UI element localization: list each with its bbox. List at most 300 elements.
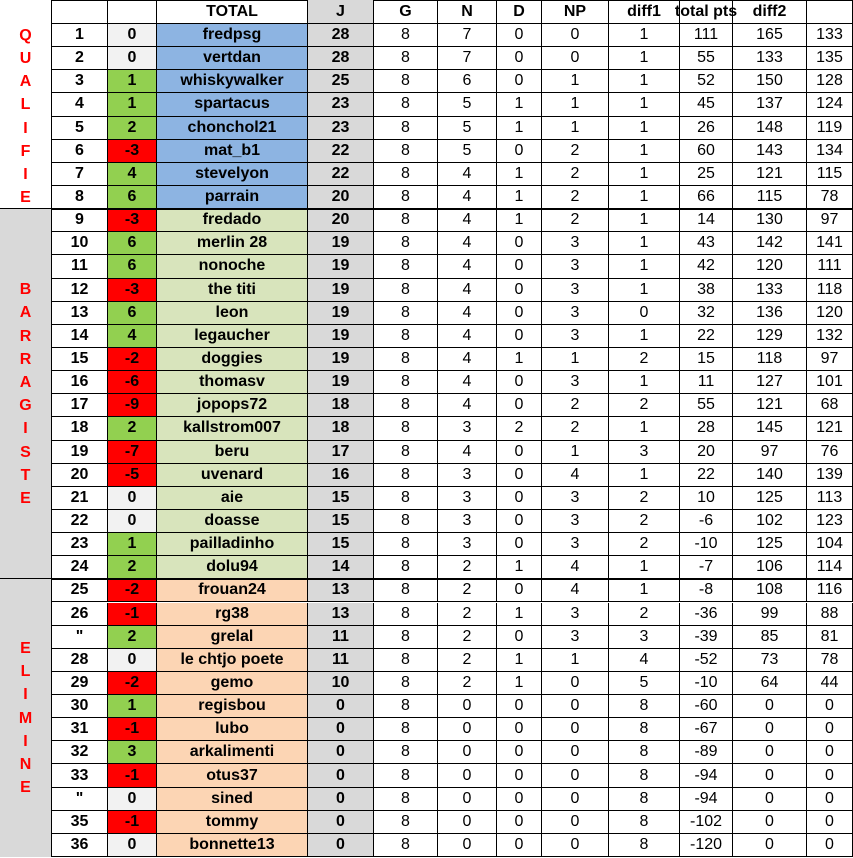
np-cell: 1 xyxy=(609,279,680,302)
diff2-cell: 111 xyxy=(807,255,853,278)
played-cell: 8 xyxy=(374,718,438,741)
won-cell: 7 xyxy=(438,47,497,70)
delta-cell: 2 xyxy=(108,417,157,440)
rank-cell: 24 xyxy=(52,556,108,579)
played-cell: 8 xyxy=(374,279,438,302)
lost-cell: 4 xyxy=(542,579,609,602)
np-cell: 8 xyxy=(609,834,680,857)
played-cell: 8 xyxy=(374,626,438,649)
np-cell: 1 xyxy=(609,417,680,440)
diff2-cell: 97 xyxy=(807,348,853,371)
diff1-cell: 20 xyxy=(680,441,733,464)
group-letter: R xyxy=(19,327,32,345)
lost-cell: 0 xyxy=(542,47,609,70)
diff2-header xyxy=(807,0,853,24)
diff1-cell: -67 xyxy=(680,718,733,741)
rank-cell: 11 xyxy=(52,255,108,278)
total-pts-cell: 73 xyxy=(733,649,807,672)
np-cell: 1 xyxy=(609,255,680,278)
draw-cell: 1 xyxy=(497,672,542,695)
diff1-cell: -39 xyxy=(680,626,733,649)
delta-cell: 1 xyxy=(108,533,157,556)
player-name-cell: le chtjo poete xyxy=(157,649,308,672)
draw-cell: 1 xyxy=(497,186,542,209)
total-cell: 11 xyxy=(308,649,374,672)
group-letter: E xyxy=(20,490,31,508)
rank-cell: 33 xyxy=(52,764,108,787)
won-cell: 3 xyxy=(438,510,497,533)
played-cell: 8 xyxy=(374,93,438,116)
total-pts-cell: 143 xyxy=(733,140,807,163)
played-cell: 8 xyxy=(374,672,438,695)
lost-cell: 3 xyxy=(542,510,609,533)
total-header: J xyxy=(308,0,374,24)
player-name-cell: pailladinho xyxy=(157,533,308,556)
lost-cell: 0 xyxy=(542,741,609,764)
won-cell: 2 xyxy=(438,649,497,672)
won-cell: 3 xyxy=(438,487,497,510)
draw-cell: 0 xyxy=(497,70,542,93)
total-cell: 28 xyxy=(308,47,374,70)
player-name-cell: rg38 xyxy=(157,603,308,626)
diff1-cell: 14 xyxy=(680,209,733,232)
won-cell: 2 xyxy=(438,672,497,695)
lost-cell: 0 xyxy=(542,718,609,741)
played-cell: 8 xyxy=(374,163,438,186)
diff2-cell: 88 xyxy=(807,603,853,626)
lost-cell: 3 xyxy=(542,371,609,394)
group-letter: I xyxy=(23,119,28,137)
player-name-cell: the titi xyxy=(157,279,308,302)
group-label-barragiste xyxy=(0,209,52,579)
diff1-cell: -94 xyxy=(680,788,733,811)
lost-cell: 3 xyxy=(542,603,609,626)
total-cell: 19 xyxy=(308,279,374,302)
delta-cell: -5 xyxy=(108,464,157,487)
name-header: TOTAL xyxy=(157,0,308,24)
delta-cell: 1 xyxy=(108,70,157,93)
rank-cell: " xyxy=(52,626,108,649)
draw-cell: 1 xyxy=(497,348,542,371)
group-letter: E xyxy=(20,189,31,207)
total-cell: 0 xyxy=(308,811,374,834)
np-cell: 4 xyxy=(609,649,680,672)
lost-cell: 2 xyxy=(542,163,609,186)
played-cell: 8 xyxy=(374,417,438,440)
draw-cell: 0 xyxy=(497,302,542,325)
rank-cell: 19 xyxy=(52,441,108,464)
delta-cell: -3 xyxy=(108,279,157,302)
diff2-cell: 139 xyxy=(807,464,853,487)
player-name-cell: chonchol21 xyxy=(157,117,308,140)
np-cell: 8 xyxy=(609,764,680,787)
won-cell: 0 xyxy=(438,764,497,787)
diff2-cell: 78 xyxy=(807,186,853,209)
group-letter: E xyxy=(20,639,31,657)
np-cell: 1 xyxy=(609,371,680,394)
total-pts-cell: 165 xyxy=(733,24,807,47)
lost-cell: 3 xyxy=(542,255,609,278)
diff2-cell: 120 xyxy=(807,302,853,325)
group-letter: Q xyxy=(19,26,32,44)
rank-cell: 2 xyxy=(52,47,108,70)
player-name-cell: otus37 xyxy=(157,764,308,787)
diff1-cell: -36 xyxy=(680,603,733,626)
np-cell: 1 xyxy=(609,140,680,163)
diff2-cell: 115 xyxy=(807,163,853,186)
delta-cell: 6 xyxy=(108,232,157,255)
played-cell: 8 xyxy=(374,441,438,464)
won-cell: 2 xyxy=(438,556,497,579)
played-cell: 8 xyxy=(374,741,438,764)
total-cell: 23 xyxy=(308,93,374,116)
diff1-cell: 38 xyxy=(680,279,733,302)
rank-cell: 17 xyxy=(52,394,108,417)
draw-cell: 1 xyxy=(497,117,542,140)
total-cell: 23 xyxy=(308,117,374,140)
diff2-cell: 68 xyxy=(807,394,853,417)
draw-cell: 0 xyxy=(497,510,542,533)
total-pts-cell: 118 xyxy=(733,348,807,371)
draw-cell: 0 xyxy=(497,741,542,764)
total-pts-cell: 121 xyxy=(733,163,807,186)
delta-cell: 2 xyxy=(108,117,157,140)
delta-cell: -2 xyxy=(108,672,157,695)
lost-cell: 1 xyxy=(542,70,609,93)
lost-cell: 0 xyxy=(542,811,609,834)
played-cell: 8 xyxy=(374,140,438,163)
draw-cell: 0 xyxy=(497,626,542,649)
diff1-cell: -7 xyxy=(680,556,733,579)
group-letter: R xyxy=(19,350,32,368)
diff1-cell: -60 xyxy=(680,695,733,718)
player-name-cell: nonoche xyxy=(157,255,308,278)
total-pts-cell: 129 xyxy=(733,325,807,348)
diff2-cell: 134 xyxy=(807,140,853,163)
np-cell: 1 xyxy=(609,556,680,579)
group-letter: A xyxy=(19,73,32,91)
diff1-cell: -6 xyxy=(680,510,733,533)
won-cell: 2 xyxy=(438,626,497,649)
diff1-cell: -94 xyxy=(680,764,733,787)
draw-cell: 0 xyxy=(497,394,542,417)
rank-cell: 25 xyxy=(52,579,108,602)
total-pts-cell: 108 xyxy=(733,579,807,602)
lost-cell: 1 xyxy=(542,93,609,116)
group-letter: A xyxy=(19,374,32,392)
won-cell: 3 xyxy=(438,464,497,487)
won-cell: 2 xyxy=(438,579,497,602)
diff1-cell: 22 xyxy=(680,464,733,487)
draw-cell: 1 xyxy=(497,163,542,186)
total-pts-cell: 148 xyxy=(733,117,807,140)
diff1-cell: 52 xyxy=(680,70,733,93)
diff2-cell: 124 xyxy=(807,93,853,116)
player-name-cell: spartacus xyxy=(157,93,308,116)
draw-cell: 0 xyxy=(497,579,542,602)
np-cell: 1 xyxy=(609,70,680,93)
player-name-cell: regisbou xyxy=(157,695,308,718)
played-cell: 8 xyxy=(374,579,438,602)
total-pts-cell: 145 xyxy=(733,417,807,440)
total-cell: 18 xyxy=(308,417,374,440)
group-letter: T xyxy=(20,466,31,484)
draw-cell: 0 xyxy=(497,24,542,47)
player-name-cell: arkalimenti xyxy=(157,741,308,764)
player-name-cell: doasse xyxy=(157,510,308,533)
total-pts-cell: 97 xyxy=(733,441,807,464)
diff2-cell: 0 xyxy=(807,718,853,741)
total-cell: 0 xyxy=(308,834,374,857)
delta-cell: -1 xyxy=(108,718,157,741)
group-letter: U xyxy=(19,49,32,67)
total-pts-cell: 106 xyxy=(733,556,807,579)
group-letter: I xyxy=(23,165,28,183)
diff2-cell: 0 xyxy=(807,741,853,764)
diff1-cell: 66 xyxy=(680,186,733,209)
diff2-cell: 0 xyxy=(807,788,853,811)
total-cell: 13 xyxy=(308,579,374,602)
diff1-cell: 111 xyxy=(680,24,733,47)
corner-cell xyxy=(0,0,52,24)
total-pts-cell: 0 xyxy=(733,741,807,764)
won-cell: 4 xyxy=(438,209,497,232)
group-letter: G xyxy=(19,397,32,415)
total-cell: 22 xyxy=(308,140,374,163)
rank-cell: 18 xyxy=(52,417,108,440)
lost-cell: 4 xyxy=(542,556,609,579)
diff2-cell: 121 xyxy=(807,417,853,440)
rank-cell: 14 xyxy=(52,325,108,348)
player-name-cell: uvenard xyxy=(157,464,308,487)
played-cell: 8 xyxy=(374,47,438,70)
total-cell: 0 xyxy=(308,764,374,787)
player-name-cell: thomasv xyxy=(157,371,308,394)
player-name-cell: beru xyxy=(157,441,308,464)
group-letter: L xyxy=(20,96,31,114)
group-letter: N xyxy=(19,756,32,773)
diff2-cell: 135 xyxy=(807,47,853,70)
played-cell: 8 xyxy=(374,70,438,93)
total-cell: 28 xyxy=(308,24,374,47)
rank-cell: 8 xyxy=(52,186,108,209)
np-cell: 3 xyxy=(609,441,680,464)
np-cell: 1 xyxy=(609,209,680,232)
delta-cell: 1 xyxy=(108,93,157,116)
diff2-cell: 123 xyxy=(807,510,853,533)
diff1-cell: 28 xyxy=(680,417,733,440)
played-cell: 8 xyxy=(374,255,438,278)
player-name-cell: mat_b1 xyxy=(157,140,308,163)
played-cell: 8 xyxy=(374,302,438,325)
played-cell: 8 xyxy=(374,788,438,811)
player-name-cell: fredpsg xyxy=(157,24,308,47)
played-cell: 8 xyxy=(374,371,438,394)
rank-cell: 1 xyxy=(52,24,108,47)
delta-cell: 1 xyxy=(108,695,157,718)
played-cell: 8 xyxy=(374,117,438,140)
delta-cell: 0 xyxy=(108,649,157,672)
draw-cell: 0 xyxy=(497,788,542,811)
won-cell: 0 xyxy=(438,718,497,741)
total-cell: 0 xyxy=(308,741,374,764)
total-cell: 19 xyxy=(308,325,374,348)
np-header: diff1 xyxy=(609,0,680,24)
diff1-cell: -8 xyxy=(680,579,733,602)
total-cell: 13 xyxy=(308,603,374,626)
diff2-cell: 141 xyxy=(807,232,853,255)
rank-cell: 10 xyxy=(52,232,108,255)
draw-cell: 1 xyxy=(497,649,542,672)
lost-cell: 1 xyxy=(542,441,609,464)
draw-cell: 2 xyxy=(497,417,542,440)
rank-cell: 9 xyxy=(52,209,108,232)
delta-header xyxy=(108,0,157,24)
won-cell: 6 xyxy=(438,70,497,93)
won-cell: 2 xyxy=(438,603,497,626)
delta-cell: -1 xyxy=(108,603,157,626)
delta-cell: -9 xyxy=(108,394,157,417)
diff1-cell: -10 xyxy=(680,533,733,556)
player-name-cell: vertdan xyxy=(157,47,308,70)
won-cell: 4 xyxy=(438,325,497,348)
diff2-cell: 0 xyxy=(807,834,853,857)
lost-cell: 1 xyxy=(542,649,609,672)
diff1-cell: 45 xyxy=(680,93,733,116)
draw-cell: 0 xyxy=(497,325,542,348)
diff2-cell: 0 xyxy=(807,811,853,834)
played-cell: 8 xyxy=(374,764,438,787)
lost-cell: 3 xyxy=(542,302,609,325)
delta-cell: -1 xyxy=(108,764,157,787)
group-letter: E xyxy=(20,779,31,797)
total-cell: 16 xyxy=(308,464,374,487)
diff1-cell: -120 xyxy=(680,834,733,857)
rank-cell: " xyxy=(52,788,108,811)
draw-cell: 0 xyxy=(497,140,542,163)
draw-cell: 0 xyxy=(497,834,542,857)
group-letter: M xyxy=(18,709,33,727)
np-cell: 2 xyxy=(609,533,680,556)
total-pts-cell: 85 xyxy=(733,626,807,649)
diff2-cell: 76 xyxy=(807,441,853,464)
total-cell: 14 xyxy=(308,556,374,579)
draw-cell: 0 xyxy=(497,811,542,834)
total-pts-cell: 137 xyxy=(733,93,807,116)
lost-cell: 0 xyxy=(542,764,609,787)
rank-cell: 13 xyxy=(52,302,108,325)
played-cell: 8 xyxy=(374,487,438,510)
total-pts-cell: 121 xyxy=(733,394,807,417)
group-letter: I xyxy=(23,686,28,704)
delta-cell: 0 xyxy=(108,788,157,811)
rank-cell: 36 xyxy=(52,834,108,857)
lost-cell: 0 xyxy=(542,24,609,47)
diff1-header: total pts xyxy=(680,0,733,24)
np-cell: 1 xyxy=(609,117,680,140)
total-cell: 15 xyxy=(308,533,374,556)
delta-cell: -3 xyxy=(108,140,157,163)
played-cell: 8 xyxy=(374,232,438,255)
delta-cell: -2 xyxy=(108,579,157,602)
n-header: D xyxy=(497,0,542,24)
delta-cell: 0 xyxy=(108,47,157,70)
diff2-cell: 104 xyxy=(807,533,853,556)
diff1-cell: 55 xyxy=(680,47,733,70)
lost-cell: 2 xyxy=(542,209,609,232)
delta-cell: 0 xyxy=(108,487,157,510)
draw-cell: 0 xyxy=(497,695,542,718)
played-cell: 8 xyxy=(374,24,438,47)
delta-cell: 2 xyxy=(108,626,157,649)
player-name-cell: doggies xyxy=(157,348,308,371)
np-cell: 8 xyxy=(609,788,680,811)
diff2-cell: 128 xyxy=(807,70,853,93)
delta-cell: -6 xyxy=(108,371,157,394)
draw-cell: 1 xyxy=(497,556,542,579)
draw-cell: 0 xyxy=(497,764,542,787)
total-cell: 0 xyxy=(308,718,374,741)
group-letter: S xyxy=(20,443,31,461)
draw-cell: 0 xyxy=(497,47,542,70)
d-header: NP xyxy=(542,0,609,24)
group-letter: B xyxy=(19,281,32,299)
diff1-cell: 11 xyxy=(680,371,733,394)
rank-cell: 15 xyxy=(52,348,108,371)
played-cell: 8 xyxy=(374,811,438,834)
won-cell: 5 xyxy=(438,93,497,116)
won-cell: 4 xyxy=(438,348,497,371)
np-cell: 2 xyxy=(609,394,680,417)
played-cell: 8 xyxy=(374,394,438,417)
draw-cell: 0 xyxy=(497,255,542,278)
diff2-cell: 101 xyxy=(807,371,853,394)
diff2-cell: 78 xyxy=(807,649,853,672)
total-pts-cell: 136 xyxy=(733,302,807,325)
total-pts-cell: 0 xyxy=(733,811,807,834)
draw-cell: 0 xyxy=(497,464,542,487)
group-separator xyxy=(0,578,853,580)
total-pts-cell: 125 xyxy=(733,487,807,510)
player-name-cell: stevelyon xyxy=(157,163,308,186)
total-pts-cell: 115 xyxy=(733,186,807,209)
lost-cell: 0 xyxy=(542,788,609,811)
delta-cell: 6 xyxy=(108,302,157,325)
won-cell: 3 xyxy=(438,533,497,556)
rank-cell: 31 xyxy=(52,718,108,741)
rank-cell: 21 xyxy=(52,487,108,510)
draw-cell: 0 xyxy=(497,718,542,741)
group-letter: A xyxy=(19,304,32,322)
group-separator xyxy=(0,208,853,210)
diff1-cell: 43 xyxy=(680,232,733,255)
played-cell: 8 xyxy=(374,533,438,556)
lost-cell: 3 xyxy=(542,279,609,302)
rank-cell: 35 xyxy=(52,811,108,834)
g-header: N xyxy=(438,0,497,24)
total-pts-cell: 133 xyxy=(733,47,807,70)
delta-cell: 0 xyxy=(108,24,157,47)
rank-cell: 23 xyxy=(52,533,108,556)
lost-cell: 1 xyxy=(542,117,609,140)
total-cell: 19 xyxy=(308,348,374,371)
total-cell: 19 xyxy=(308,302,374,325)
player-name-cell: legaucher xyxy=(157,325,308,348)
np-cell: 2 xyxy=(609,487,680,510)
rank-cell: 28 xyxy=(52,649,108,672)
total-pts-cell: 99 xyxy=(733,603,807,626)
won-cell: 4 xyxy=(438,394,497,417)
